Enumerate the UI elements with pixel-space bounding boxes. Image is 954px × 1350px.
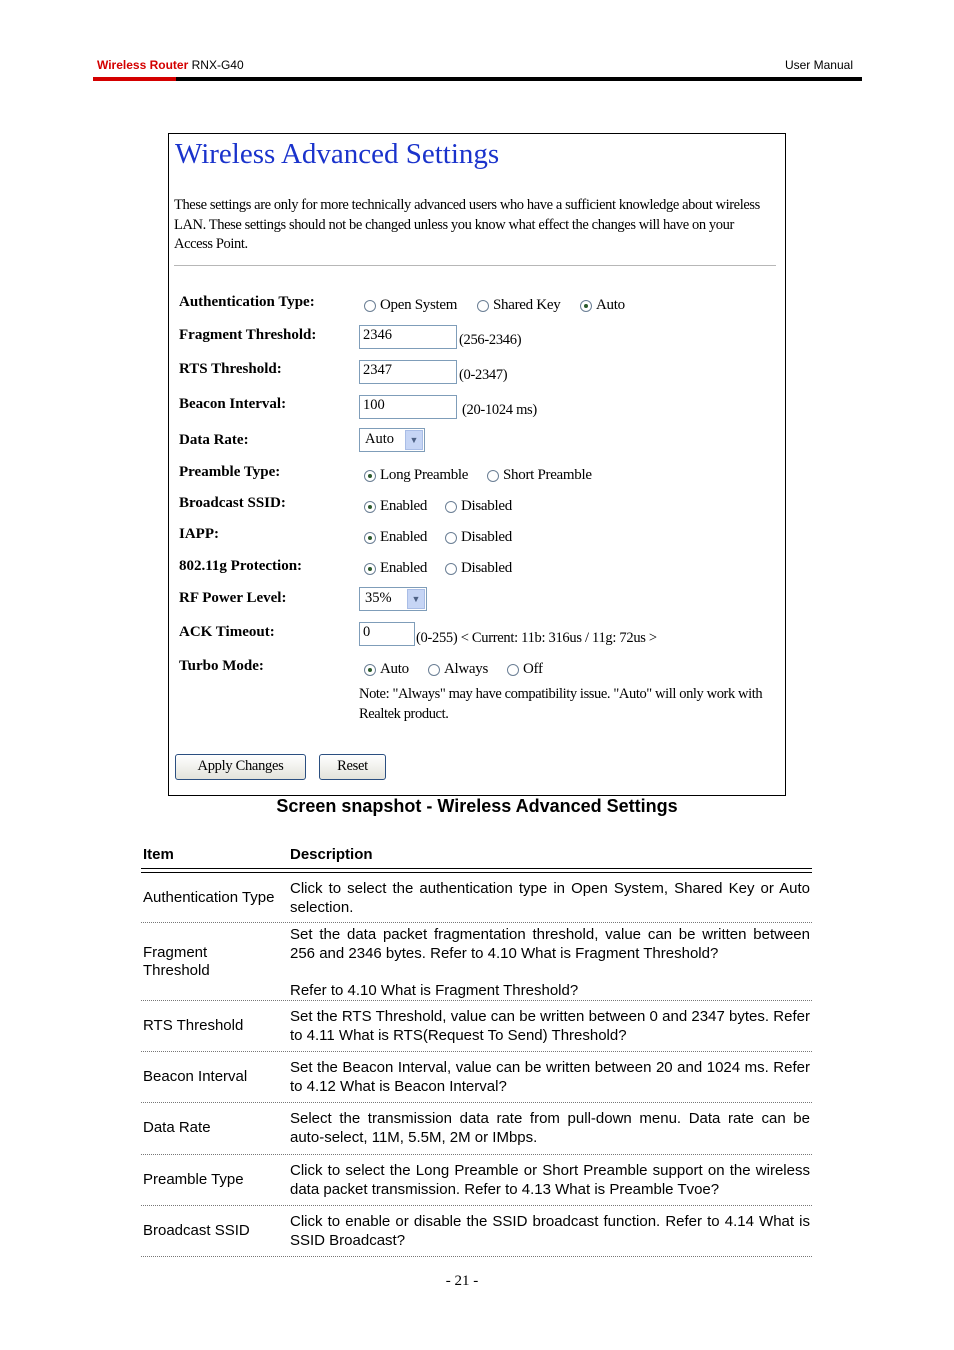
fragment-threshold-hint: (256-2346) (459, 332, 522, 348)
radio-turbo-off[interactable] (507, 661, 543, 678)
radio-icon (477, 300, 489, 312)
ack-timeout-input[interactable]: 0 (359, 622, 415, 646)
radio-icon (445, 501, 457, 513)
data-rate-select[interactable] (359, 428, 425, 452)
rf-power-select[interactable] (359, 587, 427, 611)
settings-intro: These settings are only for more technically advanced users who have a sufficient knowledge about wireless LAN. These settings should not be changed unless you know what effect the changes will have on your Access Point. (174, 197, 760, 252)
reset-button[interactable]: Reset (319, 754, 386, 780)
radio-iapp-enabled[interactable] (364, 529, 427, 546)
beacon-interval-hint: (20-1024 ms) (462, 402, 537, 418)
label-fragment-threshold: Fragment Threshold: (179, 327, 317, 343)
radio-iapp-disabled[interactable] (445, 529, 512, 546)
radio-shared-key[interactable] (477, 297, 560, 314)
table-row-item: Data Rate (143, 1119, 211, 1136)
radio-auth-auto[interactable] (580, 297, 625, 314)
label-protection: 802.11g Protection: (179, 558, 303, 574)
table-row-item: Beacon Interval (143, 1068, 248, 1085)
label-data-rate: Data Rate: (179, 432, 249, 448)
radio-label: Open System (380, 297, 458, 313)
radio-protection-disabled[interactable] (445, 560, 512, 577)
table-row-item: Fragment Threshold (143, 944, 210, 979)
header-left (97, 58, 244, 72)
label-rf-power: RF Power Level: (179, 590, 287, 606)
radio-label: Shared Key (493, 297, 561, 313)
rts-threshold-hint: (0-2347) (459, 367, 508, 383)
header-manual: User Manual (784, 58, 853, 72)
settings-title: Wireless Advanced Settings (175, 138, 500, 170)
rf-power-value: 35% (365, 590, 392, 606)
row-divider (141, 1205, 812, 1206)
figure-caption: Screen snapshot - Wireless Advanced Settings (276, 796, 678, 816)
row-divider (141, 1154, 812, 1155)
table-row-item: Broadcast SSID (143, 1222, 250, 1239)
radio-label: Enabled (380, 498, 428, 514)
chevron-down-icon: ▼ (405, 430, 423, 450)
table-row-desc: Set the RTS Threshold, value can be written between 0 and 2347 bytes. Refer to 4.11 What is RTS(Request To Send) Threshold? (290, 1008, 810, 1044)
radio-icon (445, 532, 457, 544)
table-row-desc: Click to select the Long Preamble or Short Preamble support on the wireless data packet transmission. Refer to 4.13 What is Preamble Tvoe? (290, 1162, 810, 1198)
table-row-item: Preamble Type (143, 1171, 244, 1188)
table-row-desc-extra: Refer to 4.10 What is Fragment Threshold? (290, 982, 579, 999)
table-row-desc: Click to enable or disable the SSID broadcast function. Refer to 4.14 What is SSID Broadcast? (290, 1213, 810, 1249)
table-row-desc: Click to select the authentication type in Open System, Shared Key or Auto selection. (290, 880, 810, 916)
label-rts-threshold: RTS Threshold: (179, 361, 282, 377)
radio-label: Always (444, 661, 489, 677)
radio-ssid-disabled[interactable] (445, 498, 512, 515)
label-auth-type: Authentication Type: (179, 294, 315, 310)
label-turbo-mode: Turbo Mode: (179, 658, 264, 674)
table-row-desc: Set the Beacon Interval, value can be written between 20 and 1024 ms. Refer to 4.12 What is Beacon Interval? (290, 1059, 810, 1095)
data-rate-value: Auto (365, 431, 394, 447)
header-rule (93, 77, 862, 81)
page-number: - 21 - (445, 1273, 479, 1289)
fragment-threshold-input[interactable]: 2346 (359, 325, 457, 349)
table-row-desc: Select the transmission data rate from pull-down menu. Data rate can be auto-select, 11M, 5.5M, 2M or IMbps. (290, 1110, 810, 1146)
label-beacon-interval: Beacon Interval: (179, 396, 287, 412)
radio-selected-icon (364, 470, 376, 482)
radio-label: Long Preamble (380, 467, 469, 483)
header-brand: Wireless Router (97, 58, 189, 72)
radio-selected-icon (364, 501, 376, 513)
radio-icon (507, 664, 519, 676)
table-row-desc: Set the data packet fragmentation threshold, value can be written between 256 and 2346 bytes. Refer to 4.10 What is Fragment Threshold? (290, 926, 810, 962)
turbo-note: Note: "Always" may have compatibility issue. "Auto" will only work with Realtek product. (359, 686, 763, 722)
row-divider (141, 1051, 812, 1052)
radio-label: Disabled (461, 529, 512, 545)
radio-label: Enabled (380, 529, 428, 545)
chevron-down-icon: ▼ (407, 589, 425, 609)
label-preamble-type: Preamble Type: (179, 464, 281, 480)
header-description: Description (290, 846, 373, 863)
table-row-item: Authentication Type (143, 889, 275, 906)
header-rule-accent (93, 77, 176, 81)
radio-label: Disabled (461, 498, 512, 514)
radio-icon (445, 563, 457, 575)
settings-screenshot (168, 133, 786, 796)
radio-long-preamble[interactable] (364, 467, 468, 484)
radio-short-preamble[interactable] (487, 467, 592, 484)
beacon-interval-input[interactable]: 100 (359, 395, 457, 419)
label-broadcast-ssid: Broadcast SSID: (179, 495, 286, 511)
label-iapp: IAPP: (179, 526, 219, 542)
row-divider (141, 1256, 812, 1257)
radio-label: Auto (380, 661, 409, 677)
radio-turbo-auto[interactable] (364, 661, 409, 678)
radio-open-system[interactable] (364, 297, 457, 314)
label-ack-timeout: ACK Timeout: (179, 624, 275, 640)
radio-icon (428, 664, 440, 676)
header-rule (141, 868, 812, 873)
radio-icon (487, 470, 499, 482)
radio-label: Short Preamble (503, 467, 592, 483)
radio-protection-enabled[interactable] (364, 560, 427, 577)
radio-label: Auto (596, 297, 625, 313)
radio-selected-icon (364, 563, 376, 575)
radio-label: Enabled (380, 560, 428, 576)
radio-selected-icon (364, 664, 376, 676)
header-item: Item (143, 846, 174, 863)
table-row-item: RTS Threshold (143, 1017, 244, 1034)
apply-changes-button[interactable]: Apply Changes (175, 754, 306, 780)
ack-timeout-hint: (0-255) < Current: 11b: 316us / 11g: 72us > (416, 630, 657, 646)
row-divider (141, 922, 812, 923)
radio-turbo-always[interactable] (428, 661, 488, 678)
row-divider (141, 1102, 812, 1103)
radio-selected-icon (580, 300, 592, 312)
radio-label: Off (523, 661, 543, 677)
radio-ssid-enabled[interactable] (364, 498, 427, 515)
settings-divider (174, 265, 776, 266)
row-divider (141, 1000, 812, 1001)
rts-threshold-input[interactable]: 2347 (359, 360, 457, 384)
radio-icon (364, 300, 376, 312)
header-model: RNX-G40 (191, 58, 244, 72)
radio-label: Disabled (461, 560, 512, 576)
radio-selected-icon (364, 532, 376, 544)
